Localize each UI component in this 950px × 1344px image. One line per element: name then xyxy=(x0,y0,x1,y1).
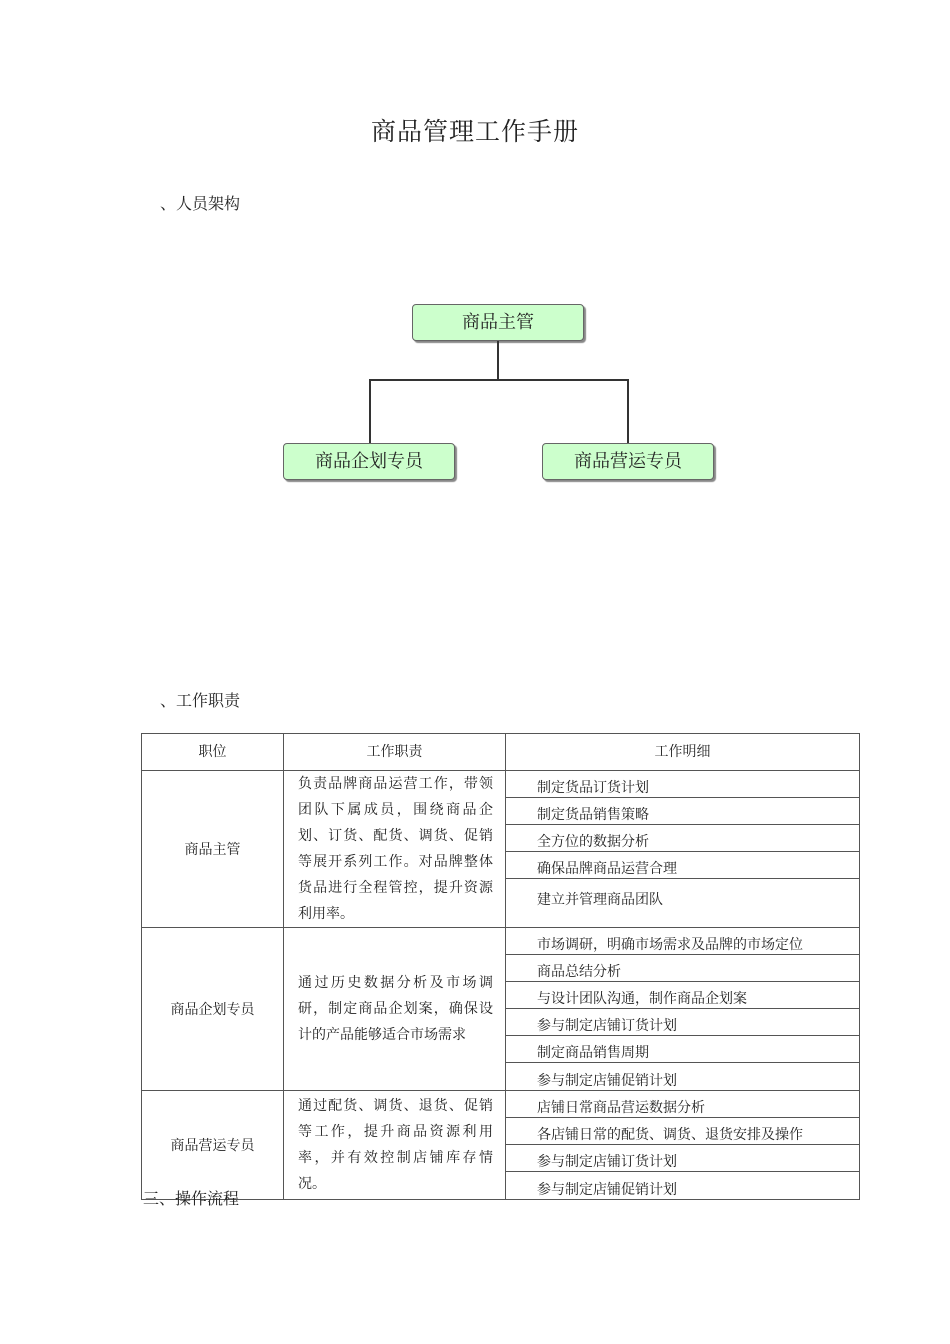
detail-item: 参与制定店铺促销计划 xyxy=(537,1073,677,1089)
detail-item: 制定货品销售策略 xyxy=(506,798,859,825)
column-header: 工作职责 xyxy=(284,734,506,771)
detail-item: 确保品牌商品运营合理 xyxy=(506,852,859,879)
detail-item: 制定货品订货计划 xyxy=(506,771,859,798)
section-heading-process: 三、操作流程 xyxy=(143,1189,240,1208)
org-connector xyxy=(497,341,499,380)
duty-table xyxy=(141,733,860,1200)
position-cell: 商品主管 xyxy=(142,771,284,928)
table-row xyxy=(142,1091,860,1200)
table-header-row xyxy=(142,734,860,771)
table-row xyxy=(142,928,860,1091)
position-cell: 商品企划专员 xyxy=(142,928,284,1091)
org-node-operations: 商品营运专员 xyxy=(542,443,714,480)
column-header: 工作明细 xyxy=(506,734,860,771)
detail-item: 全方位的数据分析 xyxy=(506,825,859,852)
details-cell xyxy=(506,1091,860,1200)
detail-item: 建立并管理商品团队 xyxy=(537,892,663,908)
detail-item: 参与制定店铺促销计划 xyxy=(537,1182,677,1198)
org-node-planning: 商品企划专员 xyxy=(283,443,455,480)
org-connector xyxy=(369,379,629,381)
details-cell xyxy=(506,928,860,1091)
detail-item: 店铺日常商品营运数据分析 xyxy=(506,1091,859,1118)
document-title: 商品管理工作手册 xyxy=(370,117,579,146)
detail-item: 商品总结分析 xyxy=(506,955,859,982)
detail-item: 与设计团队沟通，制作商品企划案 xyxy=(506,982,859,1009)
responsibility-cell: 通过历史数据分析及市场调研，制定商品企划案，确保设计的产品能够适合市场需求 xyxy=(284,928,506,1091)
details-cell xyxy=(506,771,860,928)
section-heading-duties: 、工作职责 xyxy=(160,691,241,710)
detail-item: 参与制定店铺订货计划 xyxy=(506,1009,859,1036)
detail-item: 参与制定店铺订货计划 xyxy=(506,1145,859,1172)
responsibility-cell: 通过配货、调货、退货、促销等工作，提升商品资源利用率，并有效控制店铺库存情况。 xyxy=(284,1091,506,1200)
org-node-manager: 商品主管 xyxy=(412,304,584,341)
responsibility-cell: 负责品牌商品运营工作，带领团队下属成员，围绕商品企划、订货、配货、调货、促销等展开系列工作。对品牌整体货品进行全程管控，提升资源利用率。 xyxy=(284,771,506,928)
section-heading-org: 、人员架构 xyxy=(160,194,241,213)
column-header: 职位 xyxy=(142,734,284,771)
detail-item: 制定商品销售周期 xyxy=(506,1036,859,1063)
org-connector xyxy=(369,379,371,443)
table-row xyxy=(142,771,860,928)
position-cell: 商品营运专员 xyxy=(142,1091,284,1200)
detail-item: 市场调研，明确市场需求及品牌的市场定位 xyxy=(506,928,859,955)
org-connector xyxy=(627,379,629,443)
detail-item: 各店铺日常的配货、调货、退货安排及操作 xyxy=(506,1118,859,1145)
